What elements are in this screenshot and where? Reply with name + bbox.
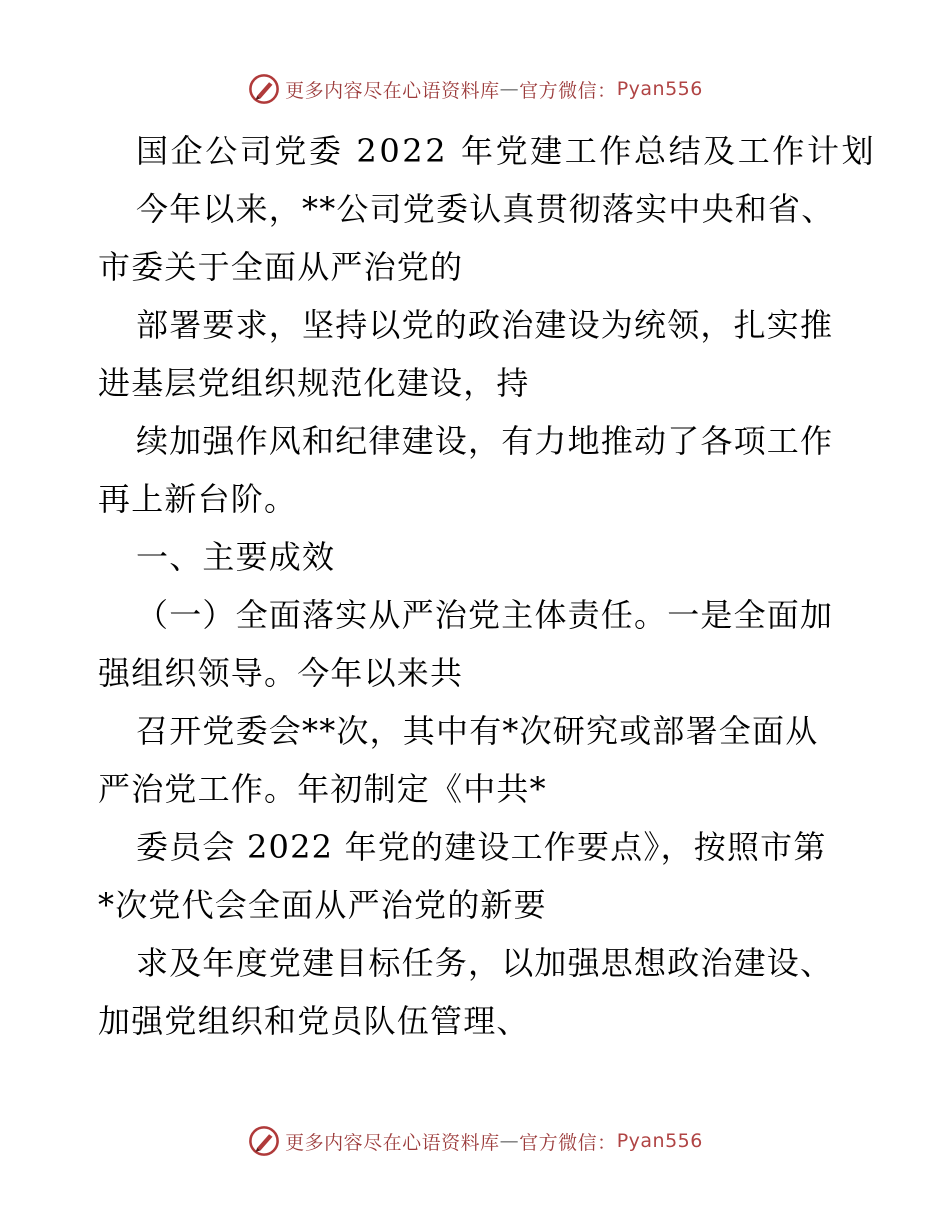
watermark-banner-bottom (0, 1124, 950, 1158)
watermark-wechat-id: Pyan556 (616, 1130, 703, 1152)
watermark-wechat-id: Pyan556 (616, 78, 703, 100)
pen-logo-icon (247, 1124, 281, 1158)
watermark-prefix: 更多内容尽在心语资料库 (285, 79, 500, 102)
paragraph-line: 召开党委会**次，其中有*次研究或部署全面从 (136, 712, 819, 750)
document-body (98, 122, 877, 1050)
section-heading: 一、主要成效 (136, 538, 336, 576)
document-title: 国企公司党委 2022 年党建工作总结及工作计划 (136, 132, 877, 170)
watermark-suffix: 官方微信： (519, 1131, 617, 1154)
paragraph-line: 市委关于全面从严治党的 (98, 248, 464, 286)
paragraph-line: 严治党工作。年初制定《中共* (98, 770, 547, 808)
paragraph-line: 加强党组织和党员队伍管理、 (98, 1002, 530, 1040)
watermark-suffix: 官方微信： (519, 79, 617, 102)
watermark-banner-top (0, 72, 950, 106)
paragraph-line: 续加强作风和纪律建设，有力地推动了各项工作 (136, 422, 834, 460)
watermark-dash: — (499, 1130, 520, 1152)
watermark-prefix: 更多内容尽在心语资料库 (285, 1131, 500, 1154)
paragraph-line: 求及年度党建目标任务，以加强思想政治建设、 (136, 944, 834, 982)
paragraph-line: （一）全面落实从严治党主体责任。一是全面加 (136, 596, 834, 634)
paragraph-line: 今年以来，**公司党委认真贯彻落实中央和省、 (136, 190, 835, 228)
paragraph-line: 强组织领导。今年以来共 (98, 654, 464, 692)
paragraph-line: 委员会 2022 年党的建设工作要点》，按照市第 (136, 828, 827, 866)
paragraph-line: 进基层党组织规范化建设，持 (98, 364, 530, 402)
paragraph-line: *次党代会全面从严治党的新要 (98, 886, 547, 924)
paragraph-line: 再上新台阶。 (98, 480, 298, 518)
pen-logo-icon (247, 72, 281, 106)
watermark-dash: — (499, 78, 520, 100)
paragraph-line: 部署要求，坚持以党的政治建设为统领，扎实推 (136, 306, 834, 344)
